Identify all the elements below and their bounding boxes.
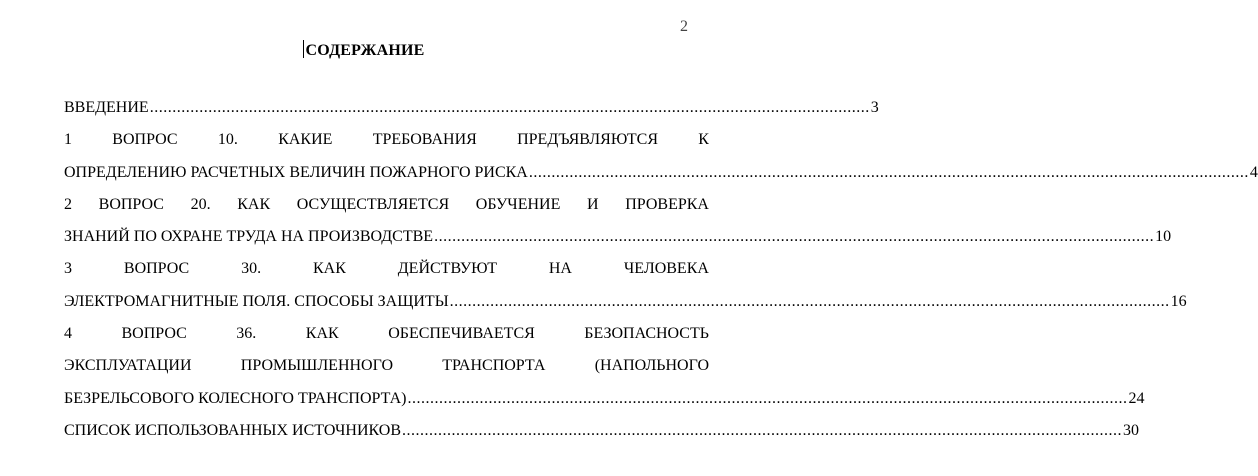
- dot-leader: ................................................................................................................................................................: [528, 163, 1249, 181]
- toc-entry-text: ОПРЕДЕЛЕНИЮ РАСЧЕТНЫХ ВЕЛИЧИН ПОЖАРНОГО РИСКА: [64, 163, 528, 181]
- toc-entry-q2-line1[interactable]: [64, 189, 709, 221]
- toc-word: И: [586, 195, 599, 213]
- toc-word: ОБУЧЕНИЕ: [475, 195, 561, 213]
- toc-entry-q4-line2[interactable]: [64, 350, 709, 382]
- toc-word: 4: [64, 325, 72, 343]
- toc-word: ПРОВЕРКА: [625, 195, 709, 213]
- toc-entry-q1-line2[interactable]: [64, 157, 1258, 189]
- toc-entry-text: СПИСОК ИСПОЛЬЗОВАННЫХ ИСТОЧНИКОВ: [64, 421, 402, 439]
- toc-entry-q3-line1[interactable]: [64, 253, 709, 285]
- toc-word: К: [698, 131, 709, 149]
- toc-word: ОБЕСПЕЧИВАЕТСЯ: [388, 325, 535, 343]
- toc-entry-text: ВВЕДЕНИЕ: [64, 99, 149, 116]
- dot-leader: ................................................................................................................................................................: [402, 421, 1123, 439]
- toc-entry-text: ЗНАНИЙ ПО ОХРАНЕ ТРУДА НА ПРОИЗВОДСТВЕ: [64, 228, 434, 246]
- toc-word: 3: [64, 260, 72, 278]
- toc-word: ВОПРОС: [121, 325, 187, 343]
- toc-entry-page: 16: [1170, 292, 1187, 310]
- toc-word: ЧЕЛОВЕКА: [623, 260, 709, 278]
- toc-entry-page: 30: [1123, 421, 1140, 439]
- toc-word: ВОПРОС: [123, 260, 190, 278]
- toc-word: (НАПОЛЬНОГО: [594, 357, 709, 375]
- toc-entry-q4-line1[interactable]: [64, 318, 709, 350]
- dot-leader: ................................................................................................................................................................: [407, 389, 1128, 407]
- toc-word: КАК: [312, 260, 346, 278]
- toc-entry-page: 3: [870, 99, 879, 116]
- toc-entry-text: ЭЛЕКТРОМАГНИТНЫЕ ПОЛЯ. СПОСОБЫ ЗАЩИТЫ: [64, 292, 449, 310]
- toc-entry-q4-line3[interactable]: [64, 383, 1145, 415]
- toc-word: 2: [64, 195, 72, 213]
- toc-word: ЭКСПЛУАТАЦИИ: [64, 357, 192, 375]
- toc-entry-q3-line2[interactable]: [64, 286, 1187, 318]
- dot-leader: ................................................................................................................................................................: [434, 228, 1155, 246]
- toc-word: 30.: [241, 260, 262, 278]
- page-number: 2: [680, 18, 688, 35]
- toc-entry-q2-line2[interactable]: [64, 221, 1172, 253]
- dot-leader: ................................................................................................................................................................: [149, 99, 870, 116]
- toc-heading-container[interactable]: [0, 40, 728, 60]
- toc-word: ПРОМЫШЛЕННОГО: [240, 357, 394, 375]
- toc-word: ТРАНСПОРТА: [442, 357, 546, 375]
- toc-entry-text: БЕЗРЕЛЬСОВОГО КОЛЕСНОГО ТРАНСПОРТА): [64, 389, 407, 407]
- toc-entry-intro[interactable]: [64, 92, 879, 124]
- toc-word: ПРЕДЪЯВЛЯЮТСЯ: [517, 131, 658, 149]
- toc-word: КАКИЕ: [278, 131, 333, 149]
- toc-heading: СОДЕРЖАНИЕ: [305, 42, 425, 59]
- toc-word: ДЕЙСТВУЮТ: [397, 260, 497, 278]
- toc-word: ТРЕБОВАНИЯ: [372, 131, 477, 149]
- toc-word: ВОПРОС: [98, 195, 164, 213]
- toc-word: 10.: [217, 131, 238, 149]
- table-of-contents: [64, 92, 1258, 447]
- toc-entry-page: 10: [1155, 228, 1172, 246]
- toc-word: 1: [64, 131, 72, 149]
- toc-word: КАК: [237, 195, 271, 213]
- toc-word: ВОПРОС: [112, 131, 178, 149]
- toc-entry-sources[interactable]: [64, 415, 1140, 447]
- toc-word: БЕЗОПАСНОСТЬ: [584, 325, 709, 343]
- toc-word: ОСУЩЕСТВЛЯЕТСЯ: [296, 195, 450, 213]
- toc-word: 36.: [236, 325, 257, 343]
- toc-entry-page: 24: [1128, 389, 1145, 407]
- toc-word: НА: [548, 260, 572, 278]
- toc-word: КАК: [305, 325, 339, 343]
- toc-word: 20.: [190, 195, 211, 213]
- toc-entry-page: 4: [1249, 163, 1258, 181]
- toc-entry-q1-line1[interactable]: [64, 124, 709, 156]
- dot-leader: ................................................................................................................................................................: [449, 292, 1170, 310]
